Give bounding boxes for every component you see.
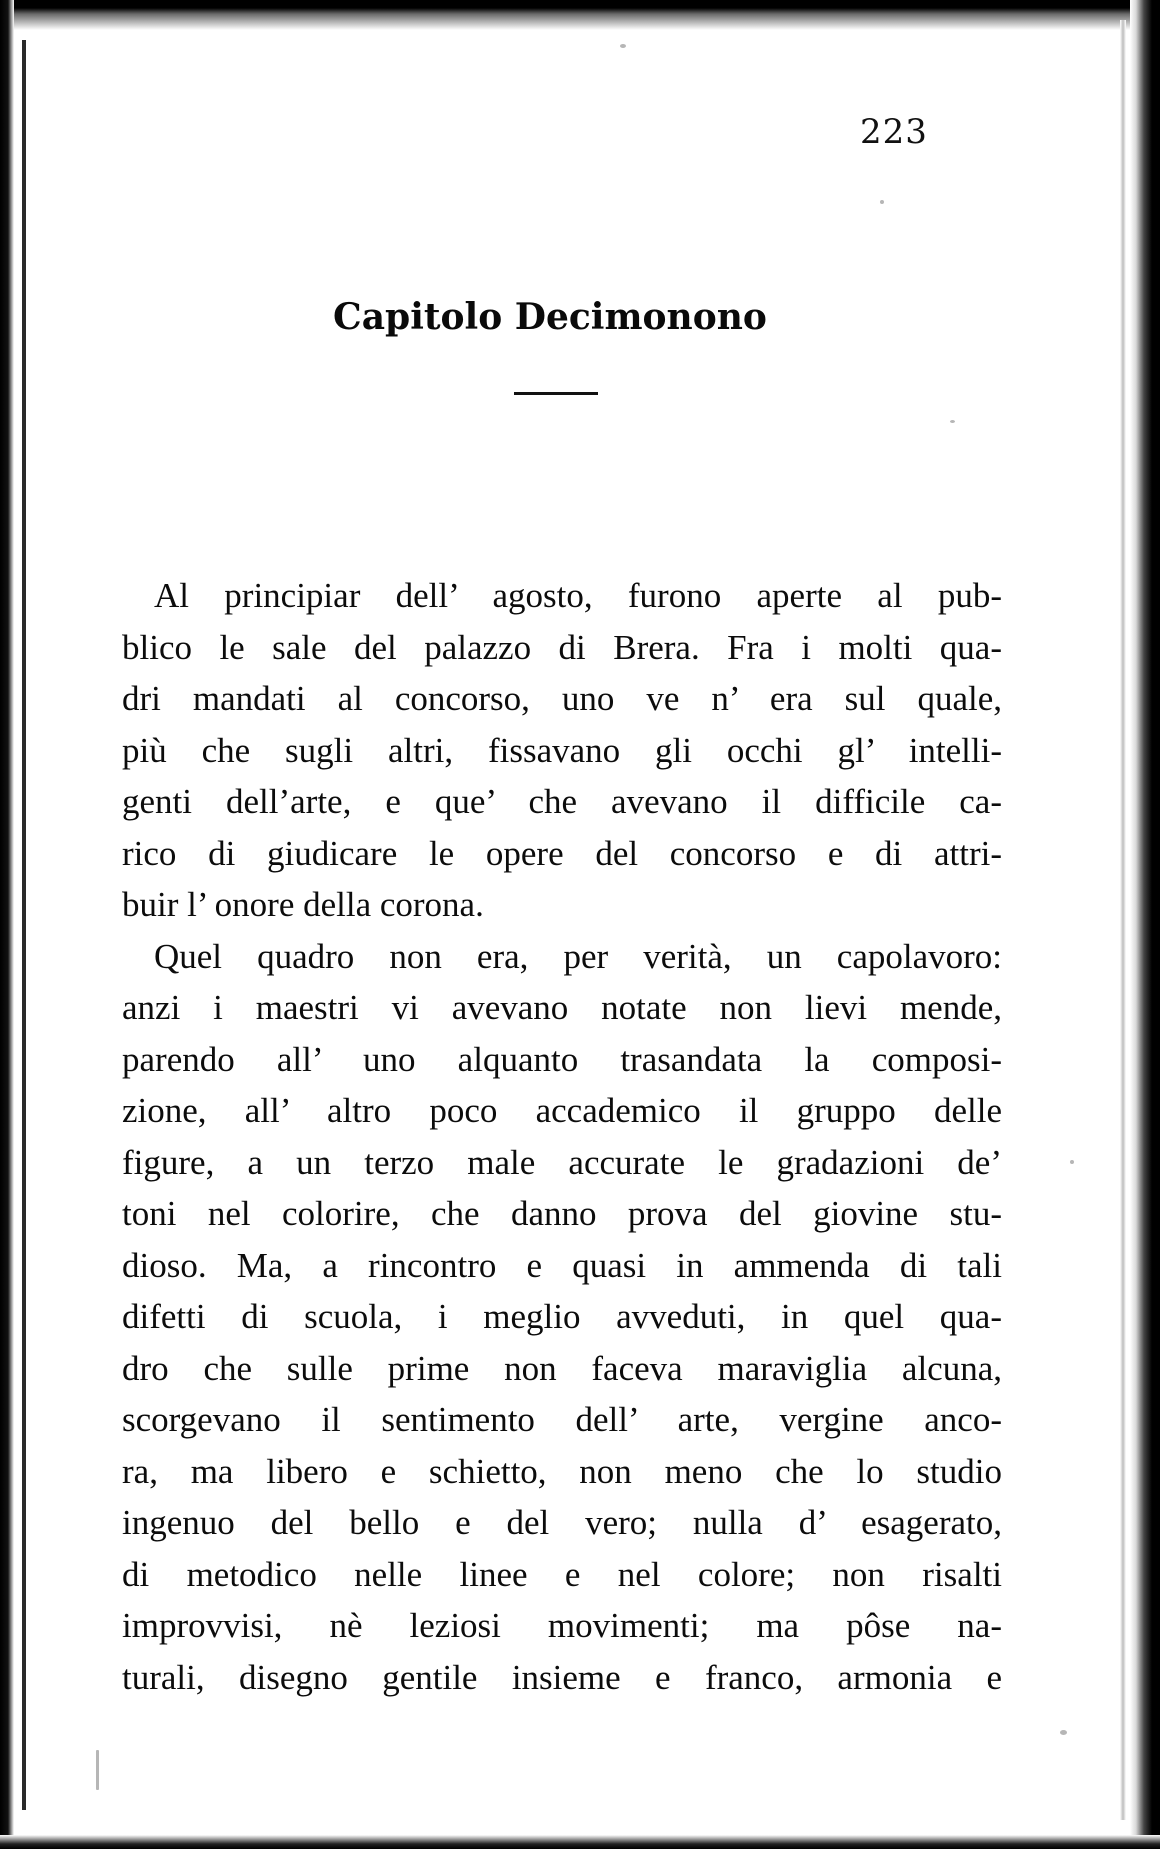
scan-edge-right (1130, 0, 1160, 1849)
paper-speckle (96, 1750, 99, 1790)
paper-speckle (1060, 1730, 1067, 1735)
scan-edge-top (0, 0, 1160, 30)
scan-edge-bottom (0, 1835, 1160, 1849)
paper-speckle (950, 420, 955, 423)
text-line: Al principiar dell’ agosto, furono aperte al pub- (154, 576, 1002, 615)
page-number: 223 (860, 112, 928, 152)
scan-binding-shadow (22, 40, 26, 1810)
text-line: genti dell’arte, e que’ che avevano il difficile ca- (122, 782, 1002, 821)
chapter-title: Capitolo Decimonono (333, 296, 767, 338)
paper-speckle (620, 44, 626, 48)
text-line: ingenuo del bello e del vero; nulla d’ esagerato, (122, 1503, 1002, 1542)
text-line: scorgevano il sentimento dell’ arte, vergine anco- (122, 1400, 1002, 1439)
text-line: di metodico nelle linee e nel colore; non risalti (122, 1554, 1002, 1594)
text-line: dro che sulle prime non faceva maraviglia alcuna, (122, 1348, 1002, 1388)
text-line: Quel quadro non era, per verità, un capolavoro: (154, 936, 1002, 976)
text-line: improvvisi, nè leziosi movimenti; ma pôse na- (122, 1606, 1002, 1645)
text-line: zione, all’ altro poco accademico il gruppo delle (122, 1091, 1002, 1130)
text-line: turali, disegno gentile insieme e franco, armonia e (122, 1657, 1002, 1697)
text-line: dri mandati al concorso, uno ve n’ era sul quale, (122, 679, 1002, 718)
paper-speckle (880, 200, 884, 204)
text-line: più che sugli altri, fissavano gli occhi gl’ intelli- (122, 730, 1002, 770)
text-line: toni nel colorire, che danno prova del giovine stu- (122, 1194, 1002, 1233)
title-divider (514, 392, 598, 395)
text-line: buir l’ onore della corona. (122, 885, 484, 924)
text-line: figure, a un terzo male accurate le gradazioni de’ (122, 1142, 1002, 1182)
body-text (122, 570, 1002, 1703)
text-line: dioso. Ma, a rincontro e quasi in ammenda di tali (122, 1245, 1002, 1285)
text-line: difetti di scuola, i meglio avveduti, in quel qua- (122, 1297, 1002, 1336)
text-line: blico le sale del palazzo di Brera. Fra i molti qua- (122, 627, 1002, 667)
scan-page-fold (1120, 20, 1126, 1820)
paper-speckle (1070, 1160, 1074, 1164)
text-line: ra, ma libero e schietto, non meno che lo studio (122, 1451, 1002, 1491)
text-line: parendo all’ uno alquanto trasandata la composi- (122, 1039, 1002, 1079)
text-line: anzi i maestri vi avevano notate non lievi mende, (122, 988, 1002, 1027)
text-line: rico di giudicare le opere del concorso e di attri- (122, 833, 1002, 873)
scan-edge-left (0, 0, 14, 1849)
